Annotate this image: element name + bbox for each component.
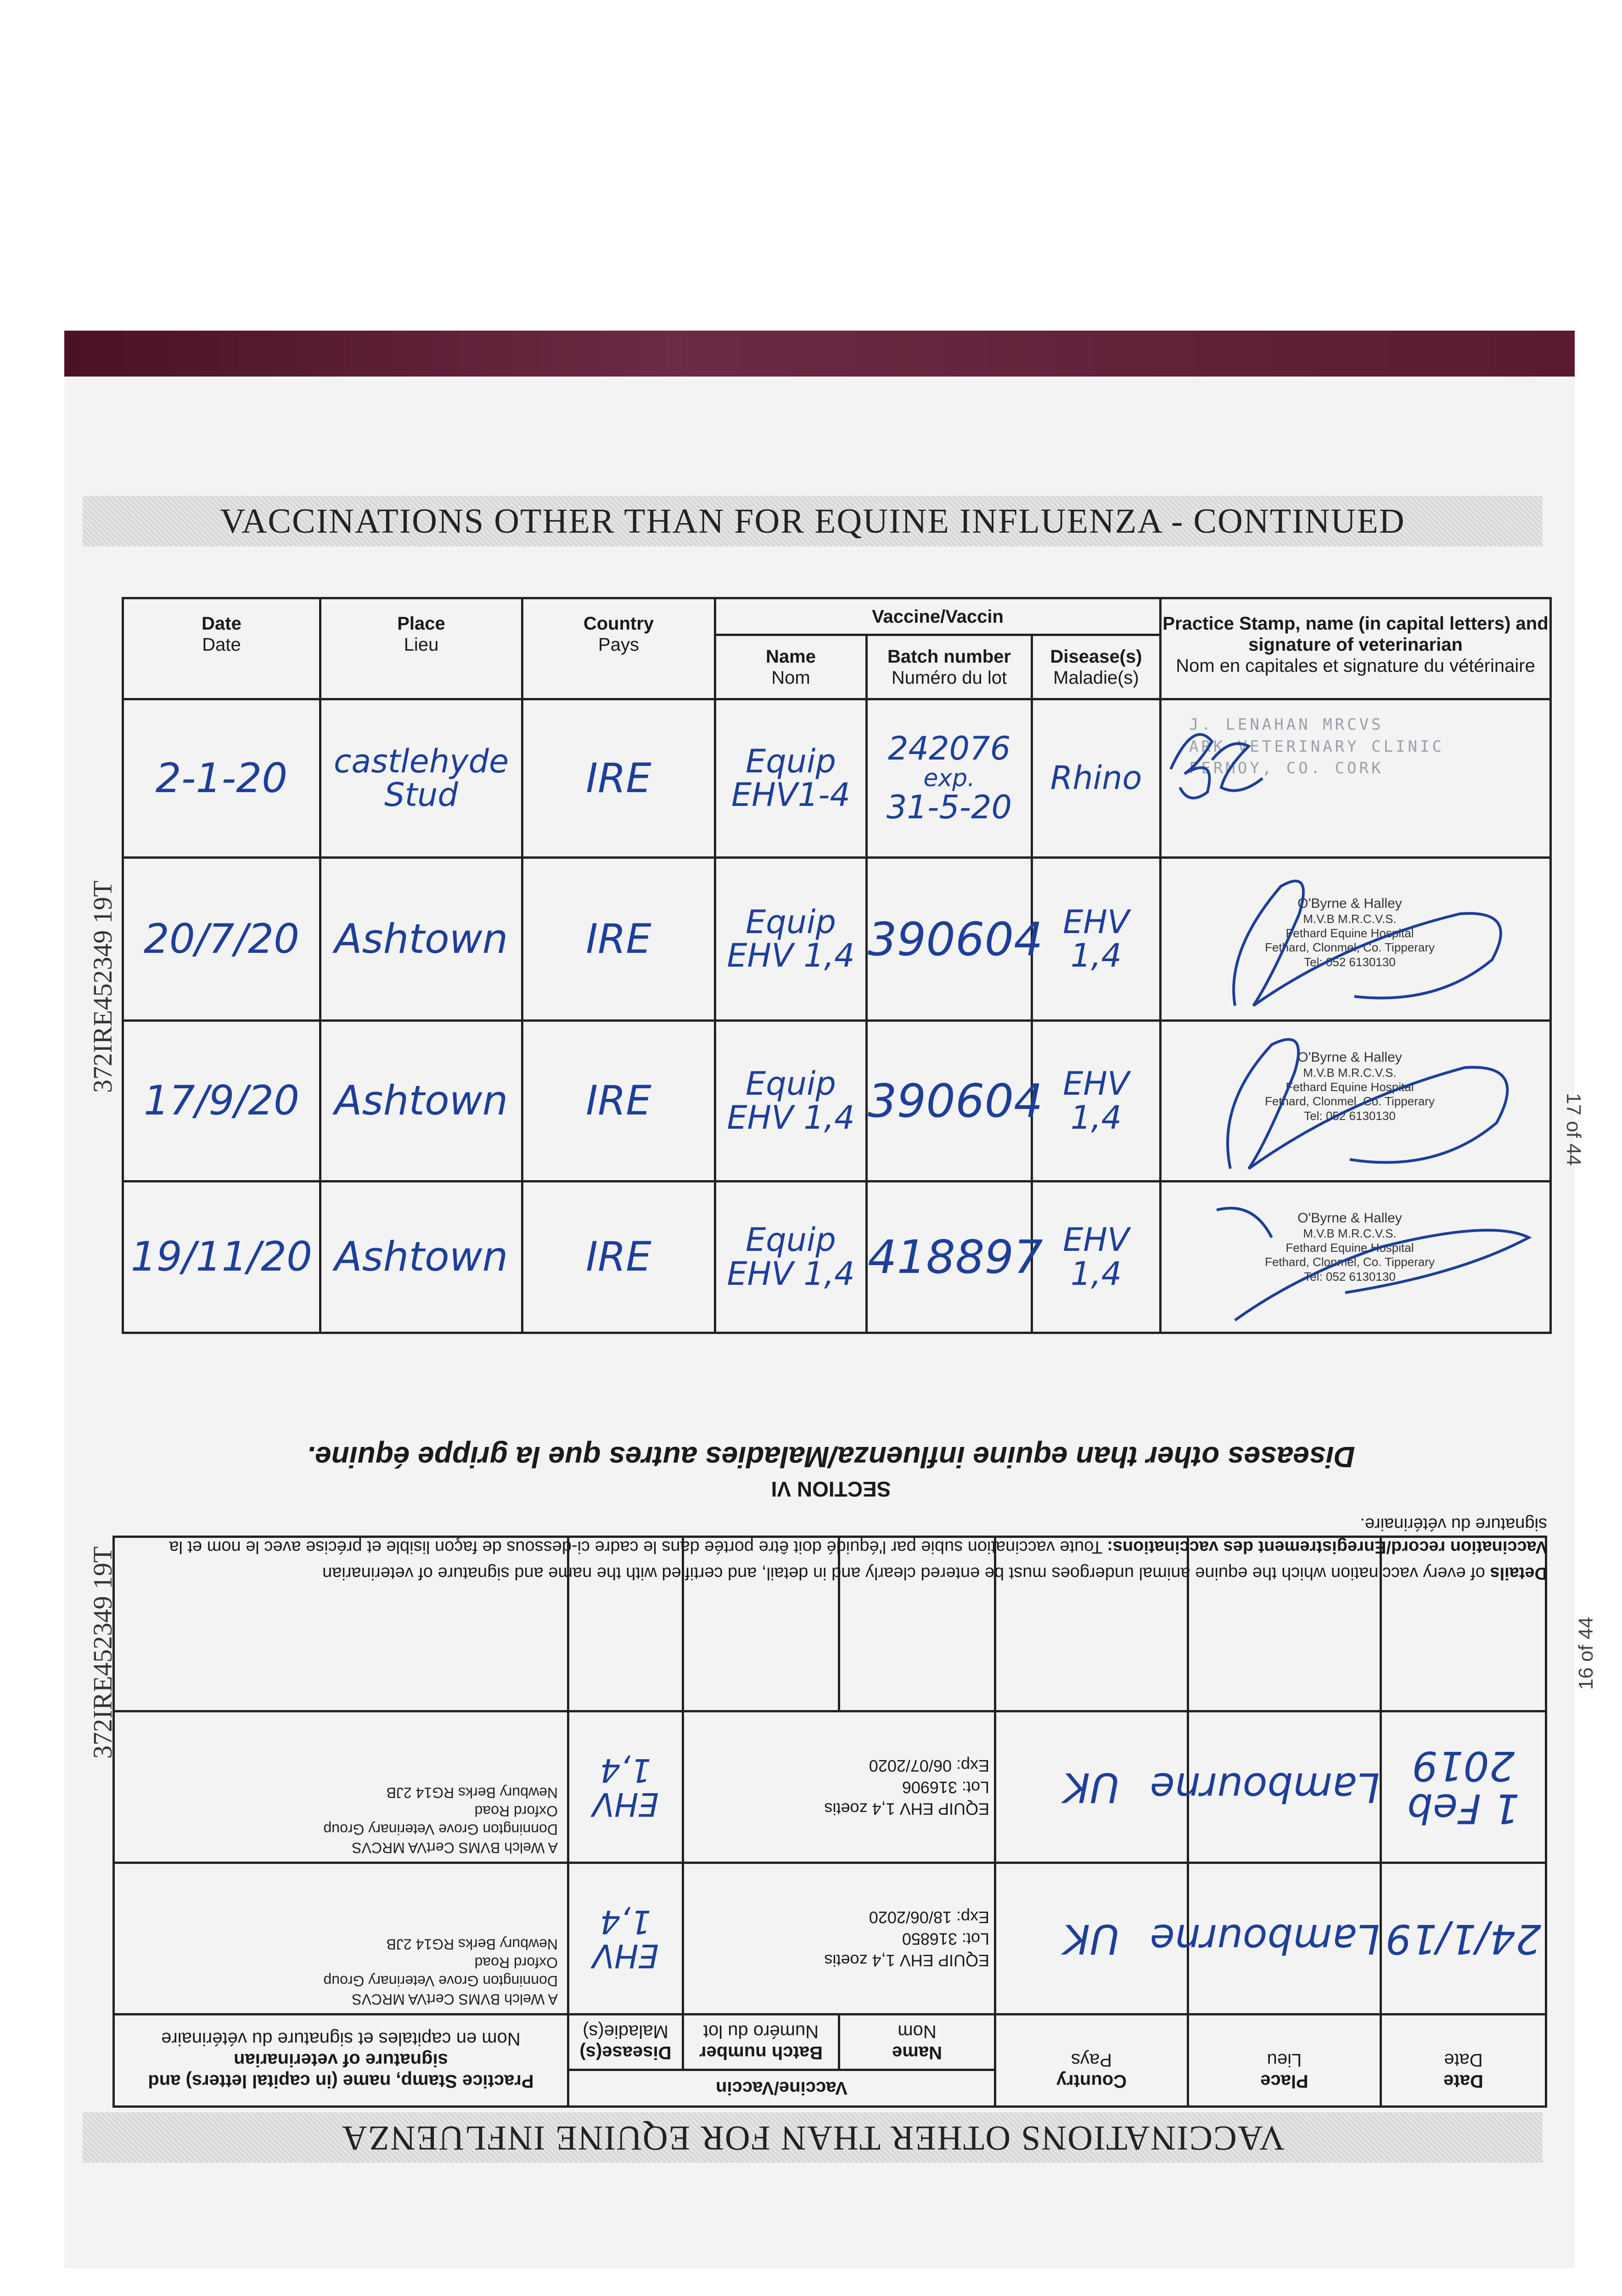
entry-disease: EHV 1,4 [568, 1863, 683, 2015]
section-heading: SECTION VI Diseases other than equine influenza/Maladies autres que la grippe équine. [307, 1441, 1355, 1501]
vet-stamp [1161, 858, 1551, 1021]
page-number: 17 of 44 [1562, 1093, 1585, 1166]
vet-stamp [1161, 1182, 1551, 1333]
entry-batch: 418897 [867, 1182, 1032, 1333]
cover-edge [64, 331, 1575, 377]
header-date: Date Date [123, 598, 320, 699]
header-vaccine: Vaccine/Vaccin [715, 598, 1161, 635]
header-country: Country Pays [995, 2015, 1188, 2107]
header-name: Name Nom [715, 635, 867, 699]
header-stamp: Practice Stamp, name (in capital letters) and signature of veterinarian Nom en capitales et signature du vétérinaire [1161, 598, 1551, 699]
stamp-text: O'Byrne & Halley M.V.B M.R.C.V.S. Fethard Equine Hospital Fethard, Clonmel, Co. Tipperary Tel: 052 6130130 [1265, 1210, 1435, 1283]
signature-icon [1162, 859, 1551, 1021]
entry-place: castlehyde Stud [320, 699, 522, 858]
entry-country: IRE [522, 1021, 715, 1182]
section-instructions: Details of every vaccination which the equine animal undergoes must be entered clearly and in detail, and certified with the name and signature of veterinarian Vaccination record/Enregistrement des vaccinations: Toute vaccination subie par l'équidé doit être portée dans le cadre ci-dessous de façon lisible et précise avec le nom et la signature du vétérinaire. [169, 1514, 1547, 1583]
header-place: Place Lieu [320, 598, 522, 699]
vet-stamp: A Welch BVMS CertVA MRCVS Donnington Grove Veterinary Group Oxford Road Newbury Berks RG14 2JB [113, 1711, 568, 1863]
header-disease: Disease(s) Maladie(s) [568, 2015, 683, 2070]
entry-vaccine-name: Equip EHV 1,4 [715, 1021, 867, 1182]
header-batch: Batch number Numéro du lot [867, 635, 1032, 699]
entry-date: 19/11/20 [123, 1182, 320, 1333]
entry-vaccine-name: Equip EHV 1,4 [715, 858, 867, 1021]
vaccine-sticker: EQUIP EHV 1,4 zoetis Lot: 316906 Exp: 06/07/2020 [683, 1711, 995, 1863]
entry-country: IRE [522, 1182, 715, 1333]
entry-disease: EHV 1,4 [1032, 1021, 1161, 1182]
header-name: Name Nom [839, 2015, 995, 2070]
header-disease: Disease(s) Maladie(s) [1032, 635, 1161, 699]
header-batch: Batch number Numéro du lot [683, 2015, 839, 2070]
table-row [113, 1711, 1546, 1863]
entry-vaccine-name: Equip EHV 1,4 [715, 1182, 867, 1333]
header-place: Place Lieu [1188, 2015, 1381, 2107]
stamp-text: J. LENAHAN MRCVS ARK VETERINARY CLINIC FERMOY, CO. CORK [1189, 715, 1444, 778]
vet-stamp [1161, 1021, 1551, 1182]
vet-stamp [1161, 699, 1551, 858]
entry-vaccine-name: Equip EHV1-4 [715, 699, 867, 858]
header-stamp: Practice Stamp, name (in capital letters) and signature of veterinarian Nom en capitales et signature du vétérinaire [113, 2015, 568, 2107]
header-country: Country Pays [522, 598, 715, 699]
entry-date: 2-1-20 [123, 699, 320, 858]
entry-place: Ashtown [320, 1182, 522, 1333]
banner-title: VACCINATIONS OTHER THAN FOR EQUINE INFLUENZA [341, 2118, 1285, 2157]
entry-place: Lambourne [1188, 1863, 1381, 2015]
entry-disease: Rhino [1032, 699, 1161, 858]
entry-country: IRE [522, 699, 715, 858]
entry-disease: EHV 1,4 [568, 1711, 683, 1863]
header-vaccine: Vaccine/Vaccin [568, 2070, 995, 2107]
entry-date: 24/1/19 [1381, 1863, 1546, 2015]
table-row [123, 1021, 1551, 1182]
entry-batch: 242076 exp. 31-5-20 [867, 699, 1032, 858]
entry-date: 20/7/20 [123, 858, 320, 1021]
entry-date: 17/9/20 [123, 1021, 320, 1182]
entry-country: UK [995, 1711, 1188, 1863]
table-row [123, 1182, 1551, 1333]
passport-id-vertical: 372IRE452349 19T [88, 1546, 118, 1759]
stamp-text: O'Byrne & Halley M.V.B M.R.C.V.S. Fethard Equine Hospital Fethard, Clonmel, Co. Tipperary Tel: 052 6130130 [1265, 1050, 1435, 1123]
entry-place: Ashtown [320, 858, 522, 1021]
entry-disease: EHV 1,4 [1032, 1182, 1161, 1333]
entry-batch: 390604 [867, 858, 1032, 1021]
signature-icon [1162, 1182, 1551, 1333]
table-row [113, 1863, 1546, 2015]
entry-date: 1 Feb 2019 [1381, 1711, 1546, 1863]
section-banner-continued [83, 496, 1543, 546]
facing-page-inverted [115, 1318, 1547, 2108]
banner-title: VACCINATIONS OTHER THAN FOR EQUINE INFLUENZA - CONTINUED [220, 501, 1405, 540]
entry-place: Ashtown [320, 1021, 522, 1182]
signature-icon [1162, 1022, 1551, 1182]
vet-stamp: A Welch BVMS CertVA MRCVS Donnington Grove Veterinary Group Oxford Road Newbury Berks RG14 2JB [113, 1863, 568, 2015]
entry-country: UK [995, 1863, 1188, 2015]
entry-disease: EHV 1,4 [1032, 858, 1161, 1021]
vaccination-table-upper [122, 597, 1552, 1334]
header-date: Date Date [1381, 2015, 1546, 2107]
table-row [123, 858, 1551, 1021]
page-number: 16 of 44 [1575, 1616, 1597, 1690]
entry-batch: 390604 [867, 1021, 1032, 1182]
section-banner [83, 2112, 1543, 2163]
vaccination-table-lower [112, 1536, 1547, 2108]
entry-place: Lambourne [1188, 1711, 1381, 1863]
signature-icon [1162, 700, 1551, 858]
stamp-text: O'Byrne & Halley M.V.B M.R.C.V.S. Fethard Equine Hospital Fethard, Clonmel, Co. Tipperary Tel: 052 6130130 [1265, 896, 1435, 969]
table-row [123, 699, 1551, 858]
entry-country: IRE [522, 858, 715, 1021]
passport-id-vertical: 372IRE452349 19T [88, 880, 118, 1093]
vaccine-sticker: EQUIP EHV 1,4 zoetis Lot: 316850 Exp: 18/06/2020 [683, 1863, 995, 2015]
